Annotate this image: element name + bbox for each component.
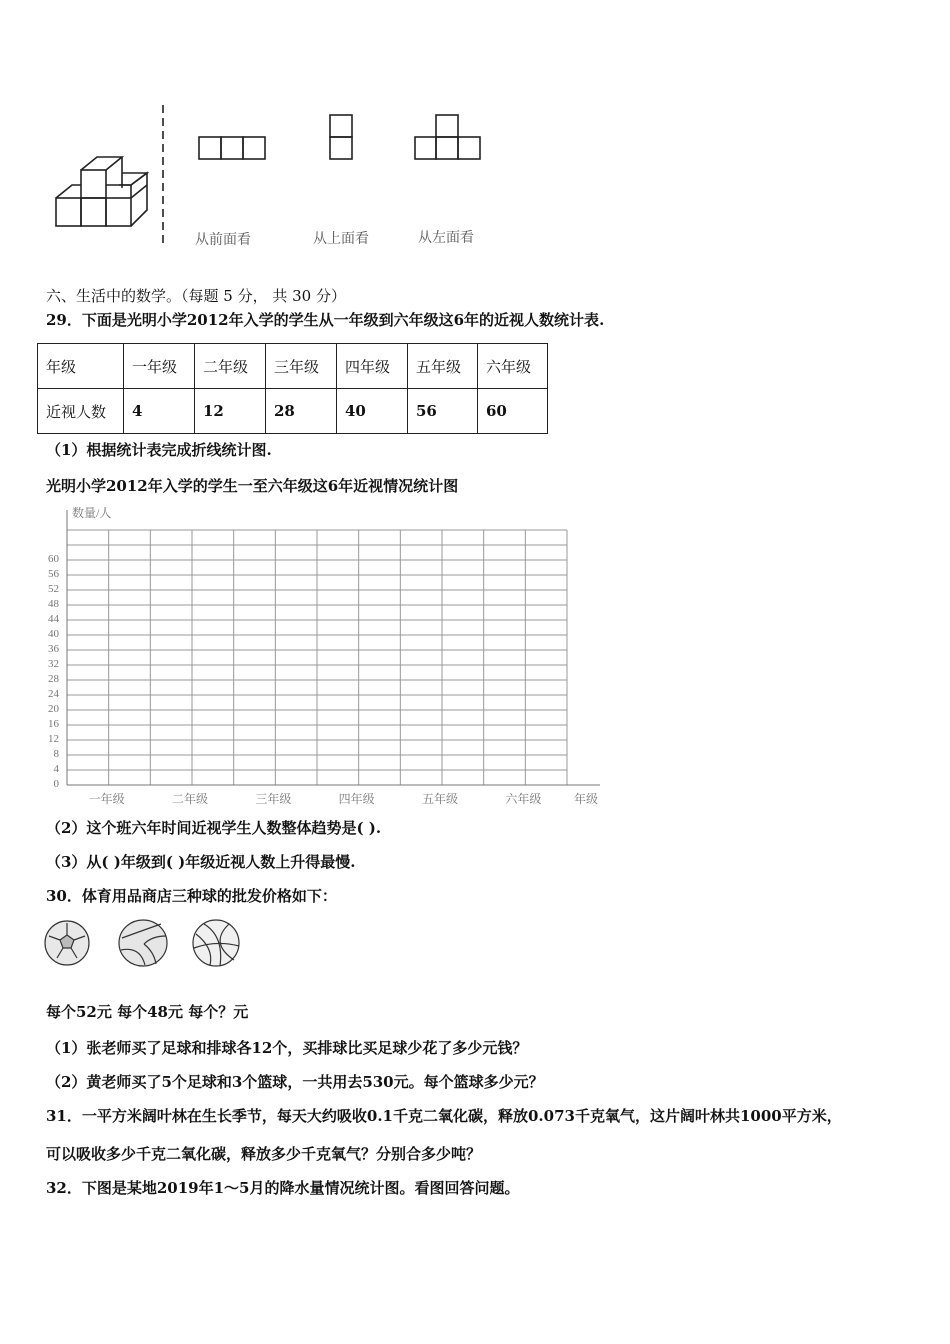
y-tick-label: 48 [48,598,59,610]
y-tick-label: 44 [48,613,59,625]
y-axis-label: 数量/人 [72,506,112,520]
x-tick-label: 五年级 [422,792,459,806]
q29-sub1: （1）根据统计表完成折线统计图. [46,441,272,459]
q29-sub2: （2）这个班六年时间近视学生人数整体趋势是( ). [46,819,382,837]
y-tick-label: 40 [48,628,59,640]
q31-line1: 31．一平方米阔叶林在生长季节，每天大约吸收0.1千克二氧化碳，释放0.073千克氧气，这片阔叶林共1000平方米， [46,1107,842,1125]
q30-prices: 每个52元 每个48元 每个？元 [46,1003,249,1021]
table-cell: 近视人数 [38,389,124,434]
y-tick-label: 20 [48,703,59,715]
x-tick-label: 六年级 [505,792,542,806]
basketball-icon [193,920,239,966]
volleyball-icon [119,920,167,966]
table-cell: 12 [195,389,266,434]
table-cell: 四年级 [337,344,408,389]
table-cell: 一年级 [124,344,195,389]
table-cell: 三年级 [266,344,337,389]
table-cell: 40 [337,389,408,434]
y-tick-label: 24 [48,688,59,700]
y-tick-label: 52 [48,583,59,595]
table-cell: 56 [408,389,478,434]
table-cell: 4 [124,389,195,434]
y-tick-label: 12 [48,733,59,745]
q29-sub3: （3）从( )年级到( )年级近视人数上升得最慢. [46,853,356,871]
table-cell: 60 [478,389,548,434]
table-cell: 28 [266,389,337,434]
x-tick-label: 三年级 [255,792,292,806]
balls-figure [44,918,244,970]
view-label-left: 从左面看 [418,230,474,246]
table-cell: 年级 [38,344,124,389]
q29-stem: 29．下面是光明小学2012年入学的学生从一年级到六年级这6年的近视人数统计表. [46,311,605,329]
q32-stem: 32．下图是某地2019年1～5月的降水量情况统计图。看图回答问题。 [46,1179,520,1197]
y-tick-label: 28 [48,673,59,685]
y-tick-label: 16 [48,718,59,730]
q30-sub2: （2）黄老师买了5个足球和3个篮球，一共用去530元。每个篮球多少元？ [46,1073,544,1091]
table-cell: 六年级 [478,344,548,389]
y-tick-label: 4 [53,763,59,775]
section-heading: 六、生活中的数学。（每题 5 分， 共 30 分） [46,287,346,305]
table-cell: 五年级 [408,344,478,389]
y-tick-label: 56 [48,568,59,580]
y-tick-label: 8 [53,748,59,760]
x-tick-label: 四年级 [338,792,375,806]
table-cell: 二年级 [195,344,266,389]
q30-sub1: （1）张老师买了足球和排球各12个，买排球比买足球少花了多少元钱？ [46,1039,528,1057]
x-axis-label: 年级 [574,792,599,806]
x-tick-label: 一年级 [88,792,125,806]
y-tick-label: 32 [48,658,59,670]
x-tick-label: 二年级 [172,792,209,806]
y-tick-label: 0 [53,778,59,790]
q31-line2: 可以吸收多少千克二氧化碳，释放多少千克氧气？分别合多少吨？ [46,1145,482,1163]
q30-stem: 30．体育用品商店三种球的批发价格如下： [46,887,337,905]
chart-title: 光明小学2012年入学的学生一至六年级这6年近视情况统计图 [46,477,459,495]
y-tick-label: 36 [48,643,59,655]
view-label-top: 从上面看 [313,231,369,247]
view-label-front: 从前面看 [195,232,251,248]
soccer-ball-icon [45,921,89,965]
y-tick-label: 60 [48,553,59,565]
